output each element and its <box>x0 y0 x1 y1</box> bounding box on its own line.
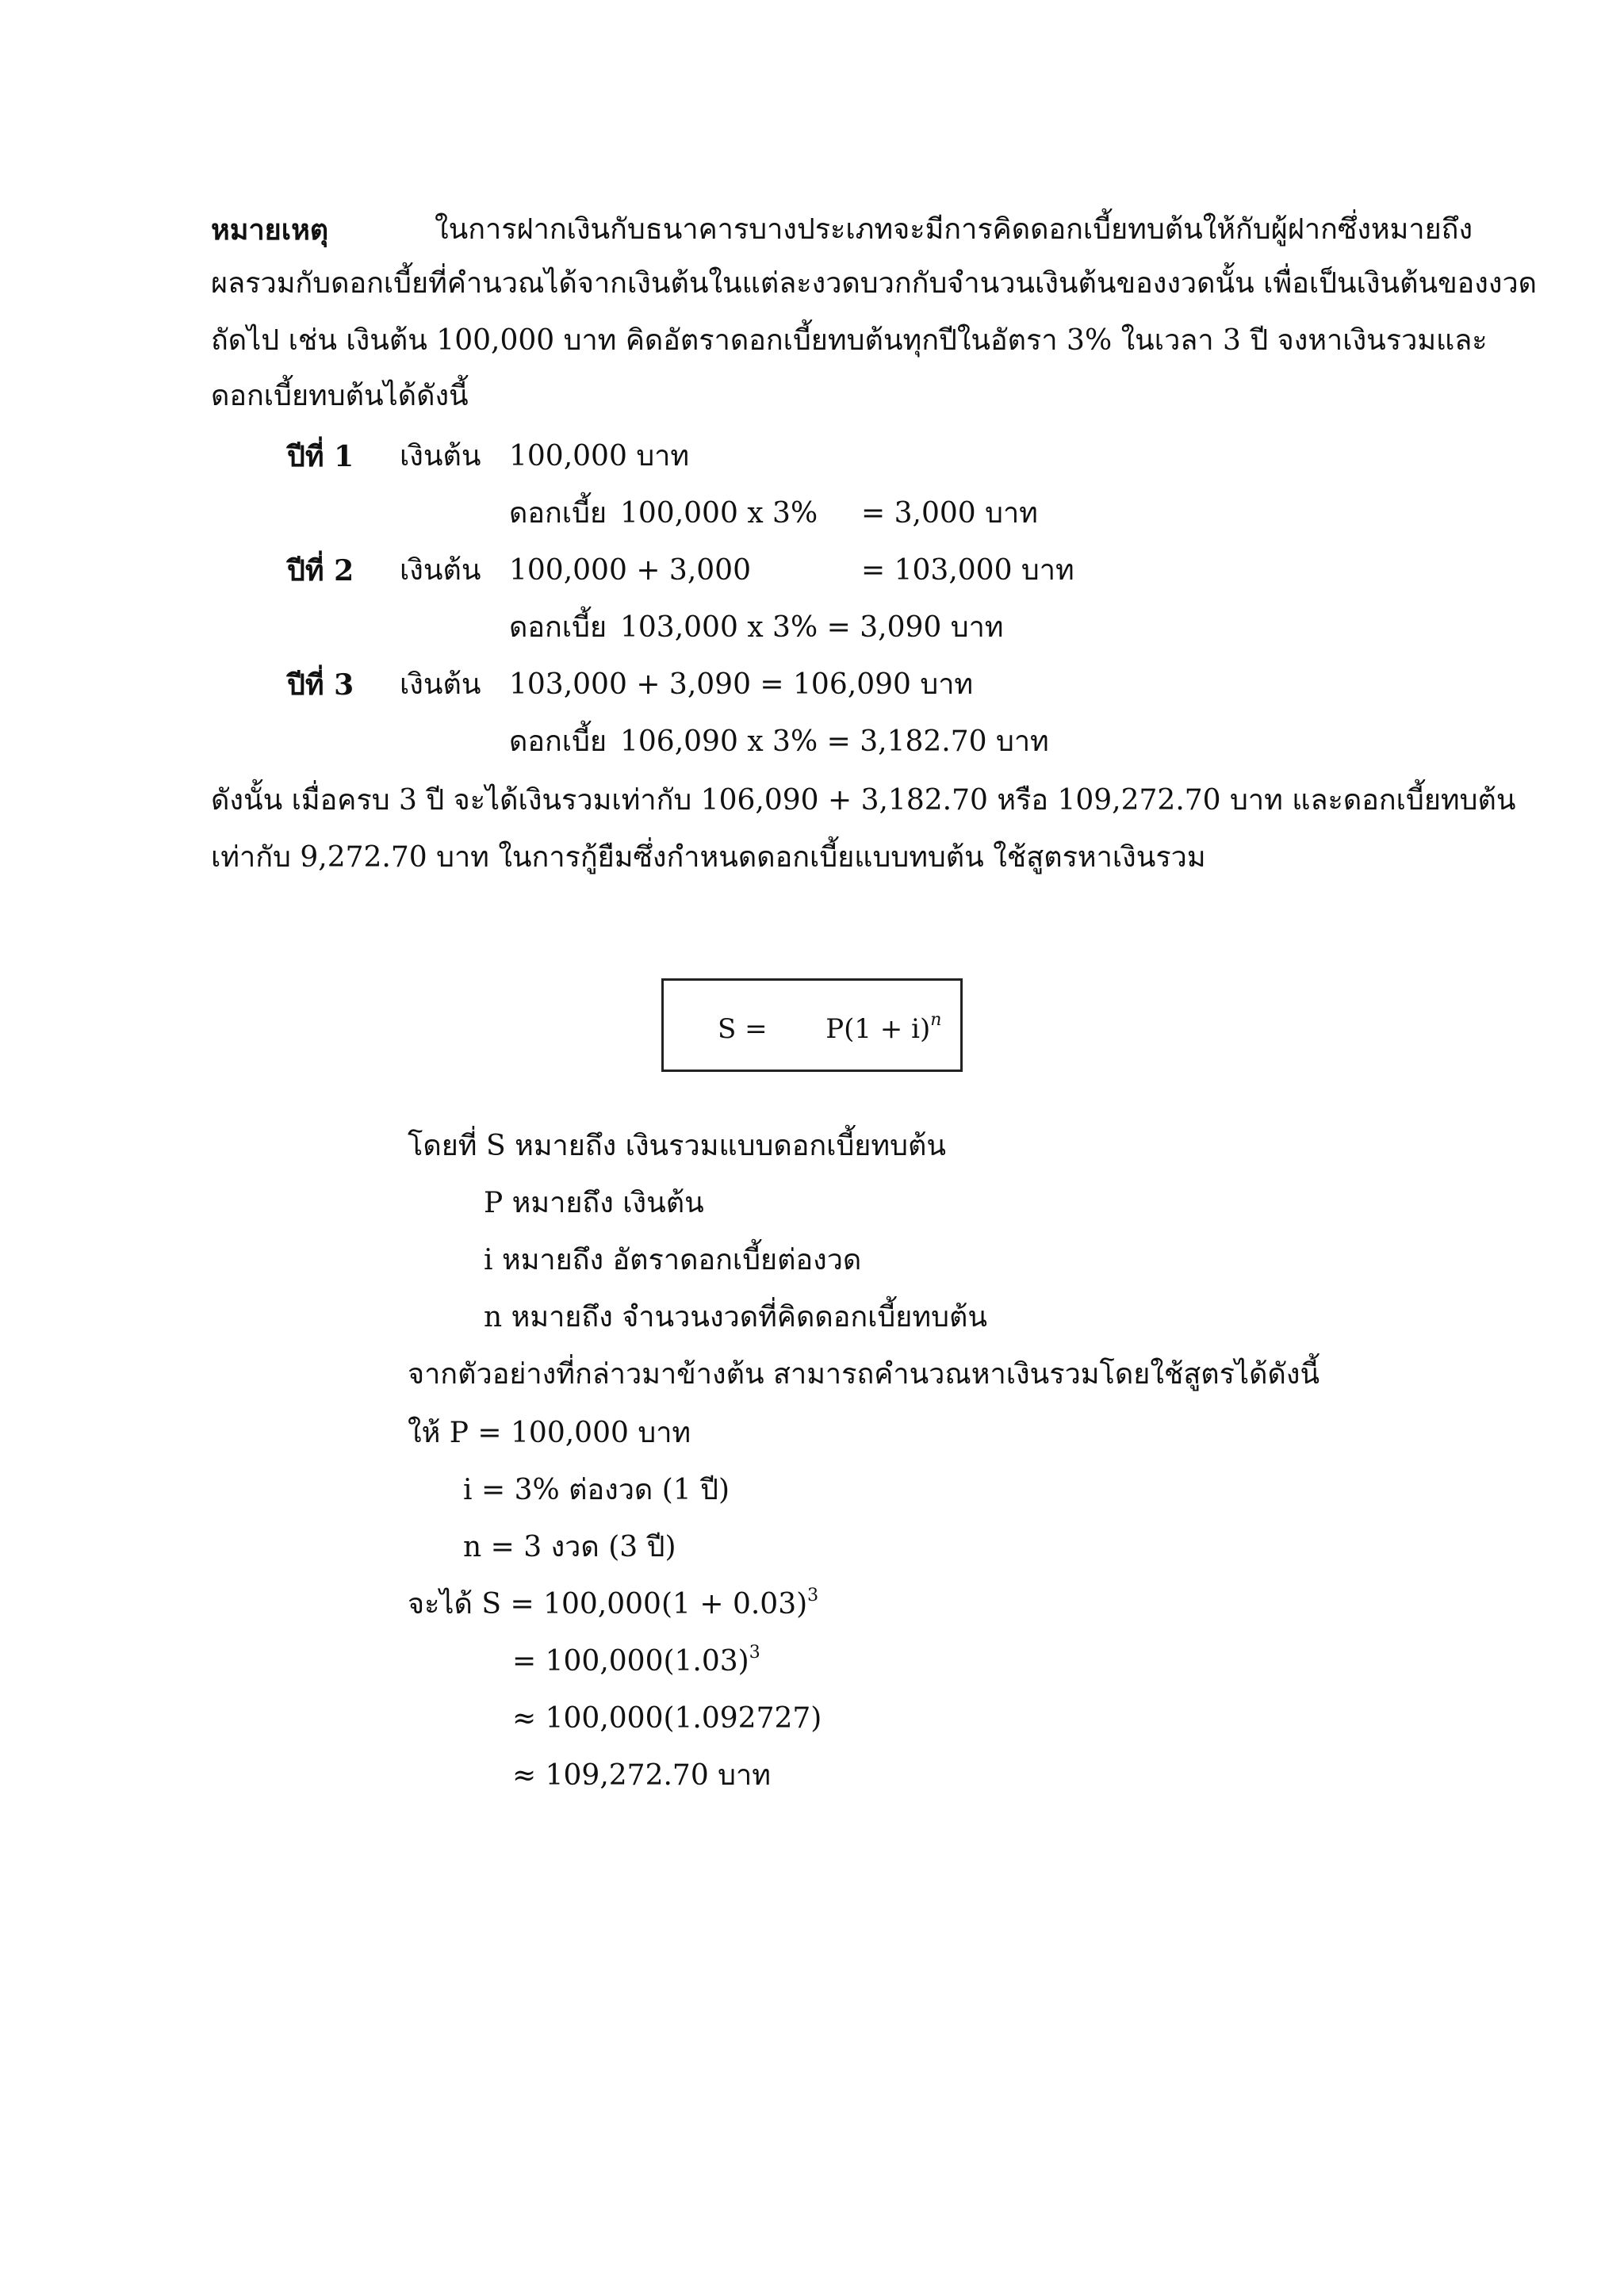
example-step-1-exponent: 3 <box>807 1586 819 1605</box>
example-step-1 <box>408 1586 819 1621</box>
year-2-principal-label: เงินต้น <box>400 554 481 587</box>
year-1-label: ปีที่ 1 <box>287 440 354 473</box>
year-2-label: ปีที่ 2 <box>287 554 354 587</box>
example-intro: จากตัวอย่างที่กล่าวมาข้างต้น สามารถคำนวณหาเงินรวมโดยใช้สูตรได้ดังนี้ <box>408 1358 1320 1391</box>
summary-line-2: เท่ากับ 9,272.70 บาท ในการกู้ยืมซึ่งกำหนดดอกเบี้ยแบบทบต้น ใช้สูตรหาเงินรวม <box>211 841 1206 874</box>
year-1-interest-result: = 3,000 บาท <box>861 497 1038 530</box>
year-2-interest-label: ดอกเบี้ย <box>509 611 607 644</box>
example-given-p: ให้ P = 100,000 บาท <box>408 1417 691 1449</box>
year-3-interest-label: ดอกเบี้ย <box>509 725 607 758</box>
formula-lhs: S = <box>718 1013 768 1045</box>
note-line-2: ผลรวมกับดอกเบี้ยที่คำนวณได้จากเงินต้นในแต่ละงวดบวกกับจำนวนเงินต้นของงวดนั้น เพื่อเป็นเงินต้นของงวด <box>211 267 1538 300</box>
example-step-1-text: จะได้ S = 100,000(1 + 0.03) <box>408 1588 808 1621</box>
year-3-interest-calc: 106,090 x 3% = 3,182.70 บาท <box>620 725 1049 758</box>
year-3-principal-label: เงินต้น <box>400 668 481 701</box>
example-step-3: ≈ 100,000(1.092727) <box>512 1702 822 1735</box>
definition-intro: โดยที่ S หมายถึง เงินรวมแบบดอกเบี้ยทบต้น <box>408 1130 946 1162</box>
formula-exponent: n <box>930 1010 942 1030</box>
example-step-2-text: = 100,000(1.03) <box>512 1645 749 1678</box>
summary-line-1: ดังนั้น เมื่อครบ 3 ปี จะได้เงินรวมเท่ากับ 106,090 + 3,182.70 หรือ 109,272.70 บาท และดอกเบี้ยทบต้น <box>211 784 1516 817</box>
note-line-4: ดอกเบี้ยทบต้นได้ดังนี้ <box>211 380 469 412</box>
year-1-interest-label: ดอกเบี้ย <box>509 497 607 530</box>
formula-rhs: P(1 + i) <box>825 1013 931 1045</box>
example-step-2 <box>512 1643 760 1678</box>
year-1-interest-calc: 100,000 x 3% <box>620 497 818 530</box>
formula-box <box>661 978 963 1072</box>
year-3-principal: 103,000 + 3,090 = 106,090 บาท <box>509 668 974 701</box>
example-given-i: i = 3% ต่องวด (1 ปี) <box>463 1474 730 1506</box>
year-3-label: ปีที่ 3 <box>287 668 354 702</box>
year-2-principal-result: = 103,000 บาท <box>861 554 1074 587</box>
example-step-4: ≈ 109,272.70 บาท <box>512 1759 771 1792</box>
note-label: หมายเหตุ <box>211 213 329 247</box>
year-2-principal: 100,000 + 3,000 <box>509 554 751 587</box>
note-line-1: ในการฝากเงินกับธนาคารบางประเภทจะมีการคิดดอกเบี้ยทบต้นให้กับผู้ฝากซึ่งหมายถึง <box>435 213 1473 246</box>
note-line-3: ถัดไป เช่น เงินต้น 100,000 บาท คิดอัตราดอกเบี้ยทบต้นทุกปีในอัตรา 3% ในเวลา 3 ปี จงหาเงินรวมและ <box>211 324 1488 357</box>
definition-n: n หมายถึง จำนวนงวดที่คิดดอกเบี้ยทบต้น <box>484 1301 987 1334</box>
year-1-principal-label: เงินต้น <box>400 440 481 473</box>
example-step-2-exponent: 3 <box>749 1643 760 1663</box>
year-2-interest-calc: 103,000 x 3% = 3,090 บาท <box>620 611 1004 644</box>
example-given-n: n = 3 งวด (3 ปี) <box>463 1531 676 1563</box>
compound-interest-formula <box>718 1010 942 1045</box>
year-1-principal: 100,000 บาท <box>509 440 690 473</box>
definition-i: i หมายถึง อัตราดอกเบี้ยต่องวด <box>484 1244 862 1276</box>
definition-p: P หมายถึง เงินต้น <box>484 1187 704 1219</box>
